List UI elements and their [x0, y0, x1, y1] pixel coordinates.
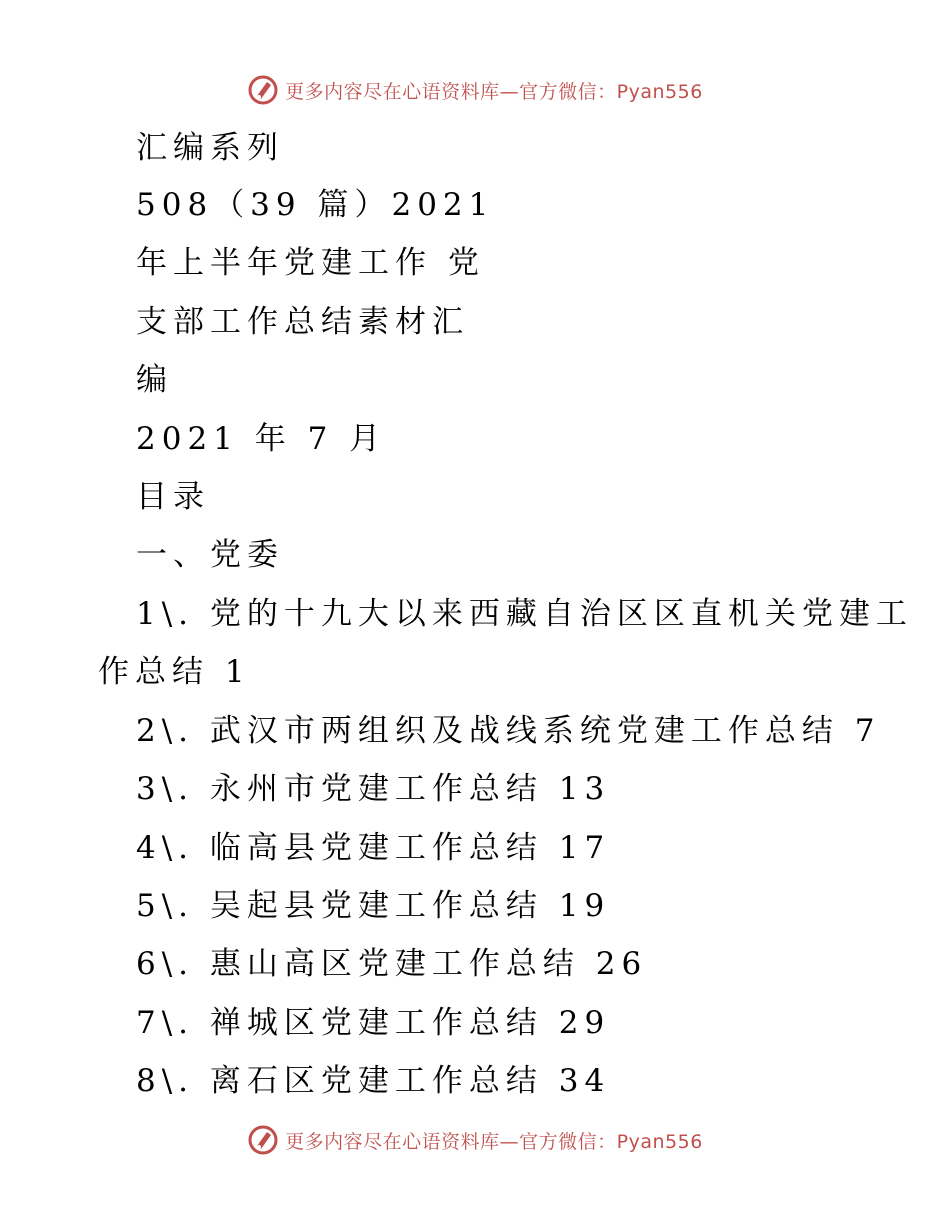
doc-line-date: 2021 年 7 月 [136, 421, 387, 457]
toc-item-6: 6\. 惠山高区党建工作总结 26 [136, 946, 648, 982]
footer-watermark [0, 1120, 950, 1160]
toc-item-3: 3\. 永州市党建工作总结 13 [136, 771, 611, 807]
toc-item-7: 7\. 禅城区党建工作总结 29 [136, 1005, 611, 1041]
toc-item-2: 2\. 武汉市两组织及战线系统党建工作总结 7 [136, 713, 881, 749]
doc-line-5: 编 [136, 362, 173, 398]
watermark-text: 更多内容尽在心语资料库—官方微信：Pyan556 [285, 80, 703, 103]
pen-seal-icon [247, 74, 279, 106]
toc-item-5: 5\. 吴起县党建工作总结 19 [136, 888, 611, 924]
pen-seal-icon [247, 1124, 279, 1156]
toc-item-1: 1\. 党的十九大以来西藏自治区区直机关党建工 [136, 596, 913, 632]
doc-line-2: 508（39 篇）2021 [136, 187, 495, 223]
doc-line-3: 年上半年党建工作 党 [136, 245, 485, 281]
toc-item-1-continued: 作总结 1 [98, 654, 251, 690]
toc-section-heading: 一、党委 [136, 537, 284, 573]
toc-title: 目录 [136, 479, 210, 515]
watermark-text: 更多内容尽在心语资料库—官方微信：Pyan556 [285, 1130, 703, 1153]
toc-item-8: 8\. 离石区党建工作总结 34 [136, 1063, 611, 1099]
doc-line-1: 汇编系列 [136, 130, 284, 166]
toc-item-4: 4\. 临高县党建工作总结 17 [136, 830, 611, 866]
header-watermark [0, 70, 950, 110]
doc-line-4: 支部工作总结素材汇 [136, 304, 469, 340]
